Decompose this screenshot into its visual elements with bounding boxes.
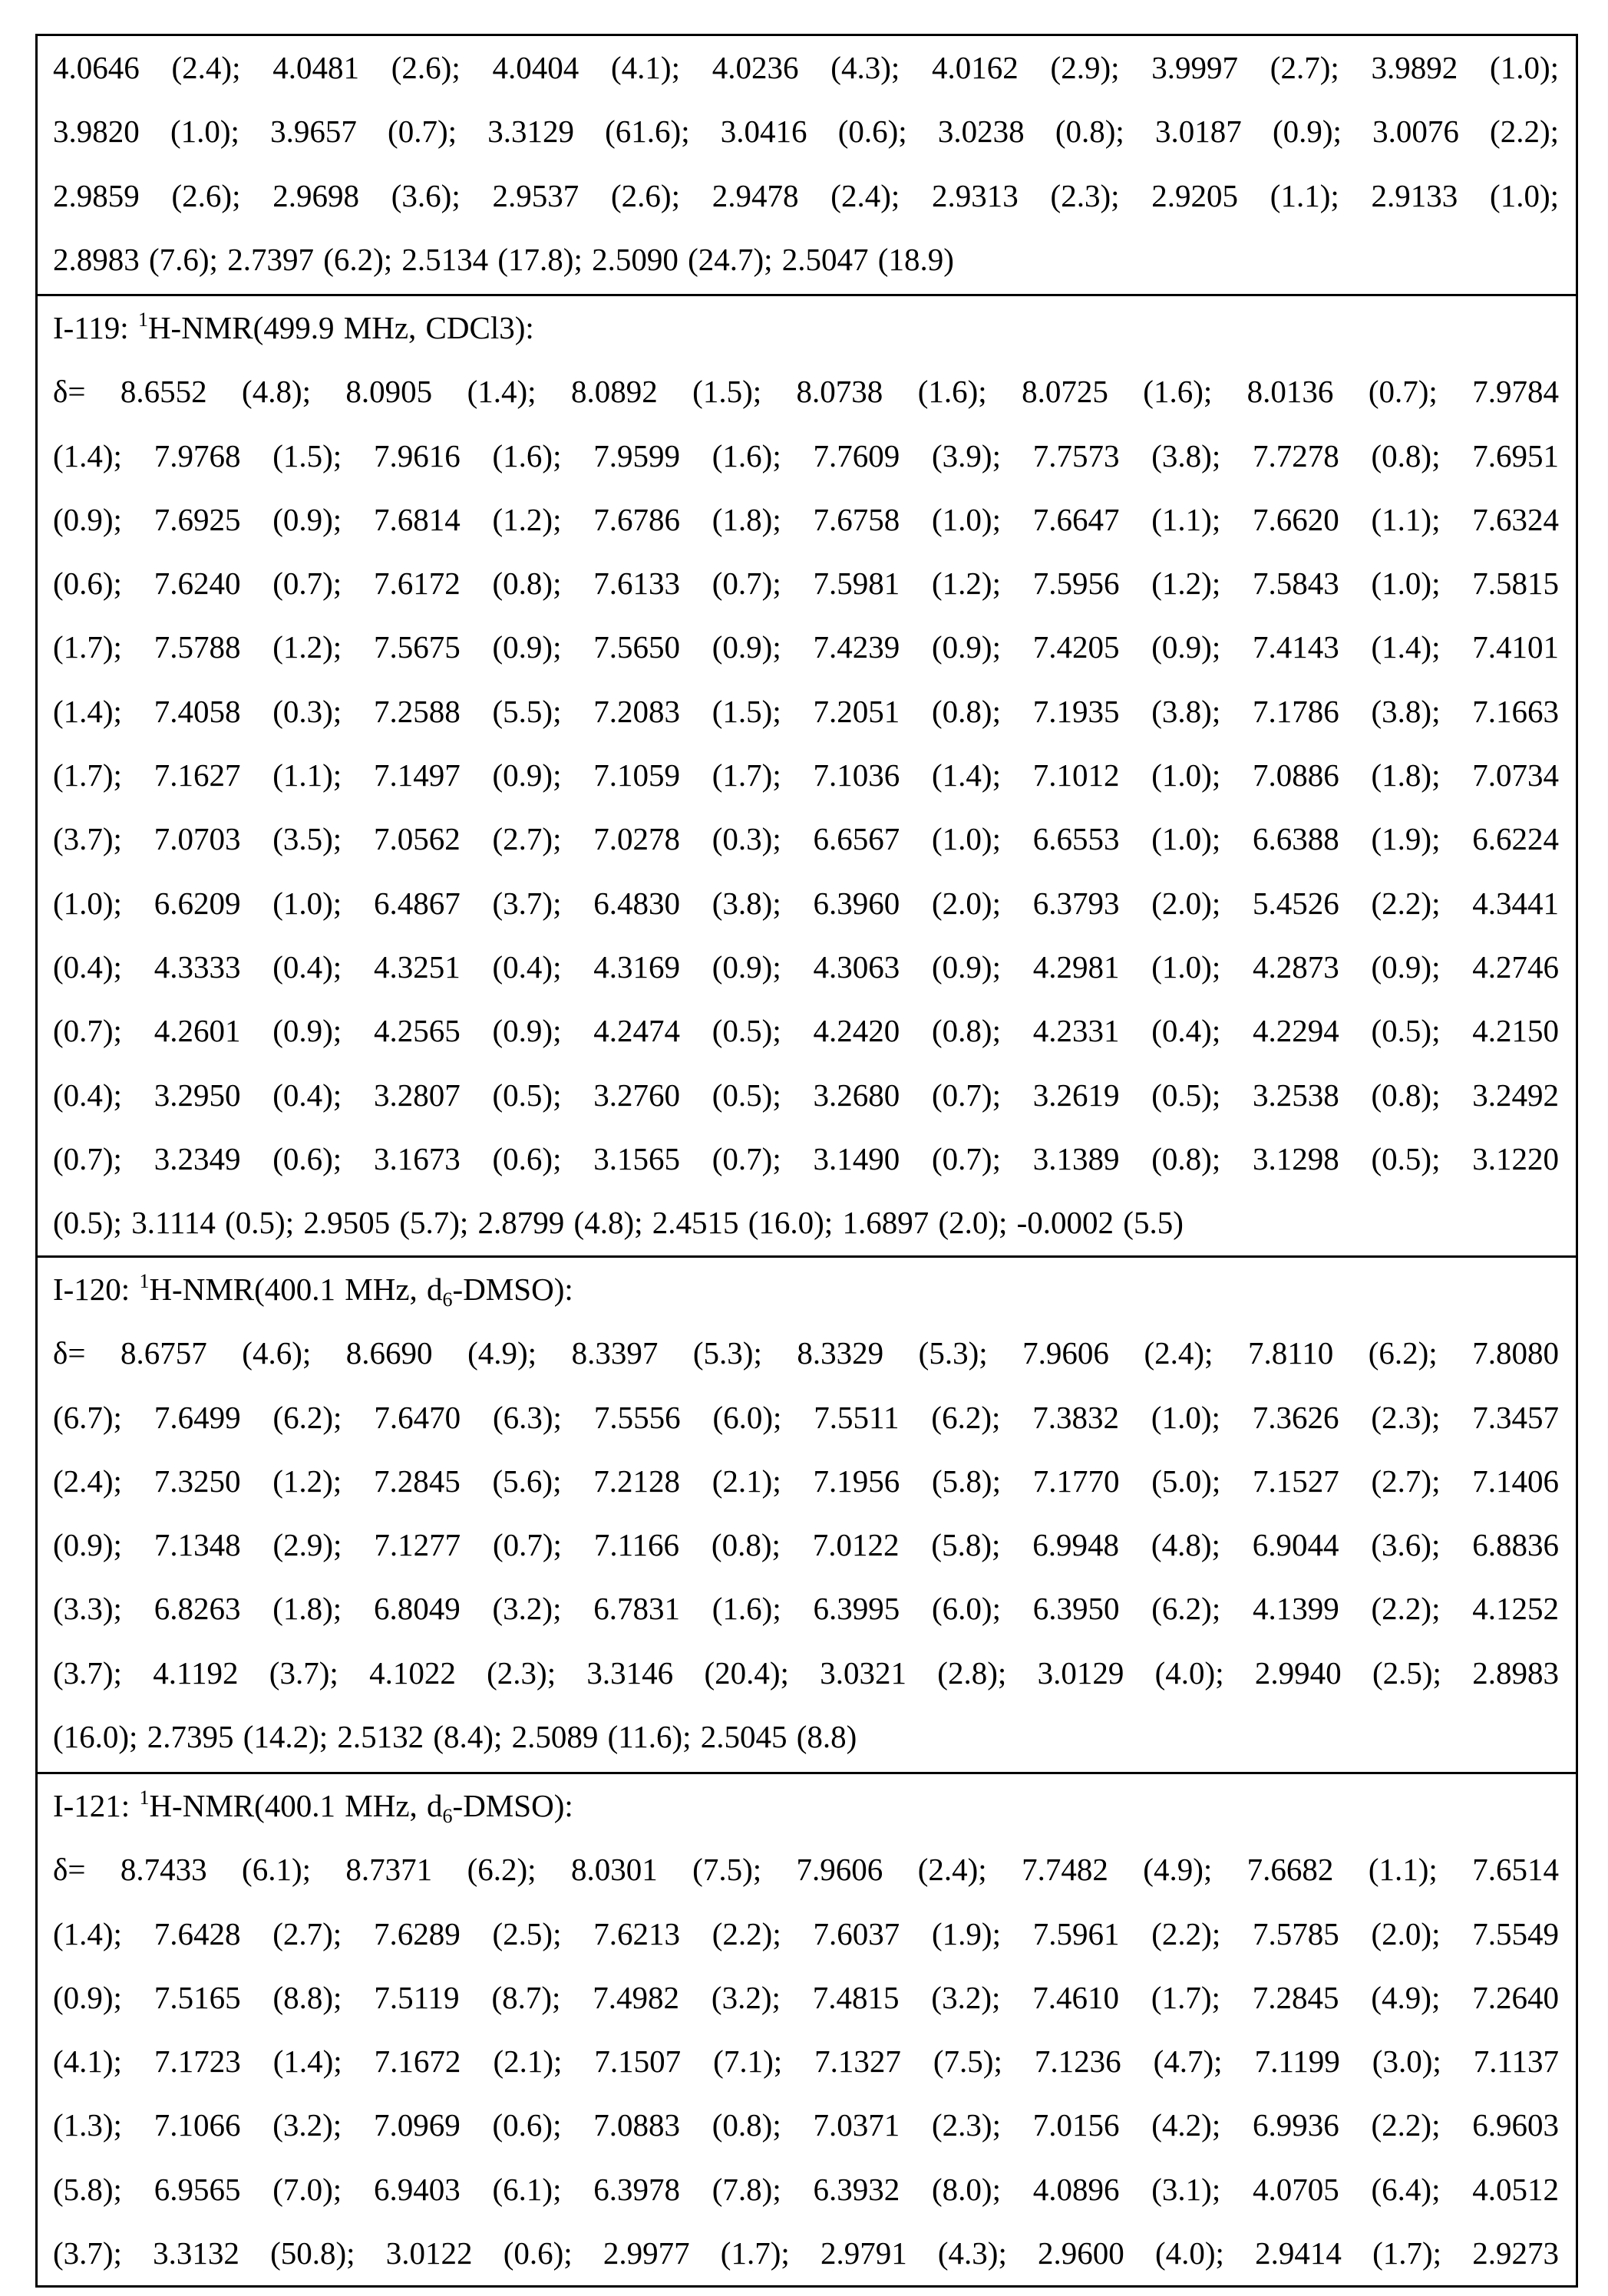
peak-list-line: (0.9); 7.5165 (8.8); 7.5119 (8.7); 7.4982 (3.2); 7.4815 (3.2); 7.4610 (1.7); 7.2845 (4.9); 7.2640 xyxy=(53,1979,1559,2015)
header-suffix: ): xyxy=(553,1272,573,1307)
nmr-method: H-NMR(400.1 MHz, xyxy=(149,1272,428,1307)
table-row-i-120 xyxy=(37,1257,1577,1773)
compound-id: I-119: xyxy=(53,310,138,345)
table-cell xyxy=(37,35,1577,295)
header-suffix: ): xyxy=(553,1788,573,1823)
compound-id: I-121: xyxy=(53,1788,140,1823)
peak-list-line: (1.4); 7.4058 (0.3); 7.2588 (5.5); 7.2083 (1.5); 7.2051 (0.8); 7.1935 (3.8); 7.1786 (3.8); 7.1663 xyxy=(53,693,1559,729)
header-suffix: ): xyxy=(514,310,534,345)
peak-list-line: (4.1); 7.1723 (1.4); 7.1672 (2.1); 7.1507 (7.1); 7.1327 (7.5); 7.1236 (4.7); 7.1199 (3.0); 7.1137 xyxy=(53,2044,1559,2080)
peak-list-line: (1.7); 7.1627 (1.1); 7.1497 (0.9); 7.1059 (1.7); 7.1036 (1.4); 7.1012 (1.0); 7.0886 (1.8); 7.0734 xyxy=(53,757,1559,793)
peak-list-line: (0.9); 7.1348 (2.9); 7.1277 (0.7); 7.1166 (0.8); 7.0122 (5.8); 6.9948 (4.8); 6.9044 (3.6); 6.8836 xyxy=(53,1527,1559,1563)
compound-id: I-120: xyxy=(53,1272,140,1307)
solvent-suffix: -DMSO xyxy=(452,1788,554,1823)
peak-list-line: 3.9820 (1.0); 3.9657 (0.7); 3.3129 (61.6); 3.0416 (0.6); 3.0238 (0.8); 3.0187 (0.9); 3.0076 (2.2); xyxy=(53,114,1559,150)
peak-list-line: (3.7); 4.1192 (3.7); 4.1022 (2.3); 3.3146 (20.4); 3.0321 (2.8); 3.0129 (4.0); 2.9940 (2.5); 2.8983 xyxy=(53,1654,1559,1691)
isotope-superscript: 1 xyxy=(137,308,148,331)
solvent-subscript: 6 xyxy=(442,1805,453,1827)
table-cell xyxy=(37,295,1577,1257)
peak-list-line: (1.4); 7.6428 (2.7); 7.6289 (2.5); 7.6213 (2.2); 7.6037 (1.9); 7.5961 (2.2); 7.5785 (2.0); 7.5549 xyxy=(53,1915,1559,1951)
solvent: d xyxy=(427,1788,443,1823)
isotope-superscript: 1 xyxy=(139,1270,150,1292)
table-cell xyxy=(37,1773,1577,2287)
nmr-method: H-NMR(400.1 MHz, xyxy=(149,1788,428,1823)
peak-list-line: 2.9859 (2.6); 2.9698 (3.6); 2.9537 (2.6); 2.9478 (2.4); 2.9313 (2.3); 2.9205 (1.1); 2.9133 (1.0); xyxy=(53,177,1559,213)
solvent: d xyxy=(427,1272,443,1307)
peak-list-line: (3.7); 7.0703 (3.5); 7.0562 (2.7); 7.0278 (0.3); 6.6567 (1.0); 6.6553 (1.0); 6.6388 (1.9); 6.6224 xyxy=(53,821,1559,857)
peak-list-line: (16.0); 2.7395 (14.2); 2.5132 (8.4); 2.5089 (11.6); 2.5045 (8.8) xyxy=(53,1719,857,1755)
solvent: CDCl3 xyxy=(425,310,515,345)
peak-list-line: (0.7); 3.2349 (0.6); 3.1673 (0.6); 3.1565 (0.7); 3.1490 (0.7); 3.1389 (0.8); 3.1298 (0.5); 3.1220 xyxy=(53,1140,1559,1176)
peak-list-line: (1.4); 7.9768 (1.5); 7.9616 (1.6); 7.9599 (1.6); 7.7609 (3.9); 7.7573 (3.8); 7.7278 (0.8); 7.6951 xyxy=(53,437,1559,473)
compound-header xyxy=(53,1774,1559,1838)
peak-list-line: (0.4); 4.3333 (0.4); 4.3251 (0.4); 4.3169 (0.9); 4.3063 (0.9); 4.2981 (1.0); 4.2873 (0.9); 4.2746 xyxy=(53,948,1559,985)
peak-list-line: (0.9); 7.6925 (0.9); 7.6814 (1.2); 7.6786 (1.8); 7.6758 (1.0); 7.6647 (1.1); 7.6620 (1.1); 7.6324 xyxy=(53,501,1559,537)
peak-list-line: δ= 8.6757 (4.6); 8.6690 (4.9); 8.3397 (5.3); 8.3329 (5.3); 7.9606 (2.4); 7.8110 (6.2); 7.8080 xyxy=(53,1335,1559,1371)
peak-list-line: (6.7); 7.6499 (6.2); 7.6470 (6.3); 7.5556 (6.0); 7.5511 (6.2); 7.3832 (1.0); 7.3626 (2.3); 7.3457 xyxy=(53,1399,1559,1435)
table-cell xyxy=(37,1257,1577,1773)
table-row-i-119 xyxy=(37,295,1577,1257)
solvent-suffix: -DMSO xyxy=(452,1272,554,1307)
peak-list-line: δ= 8.7433 (6.1); 8.7371 (6.2); 8.0301 (7.5); 7.9606 (2.4); 7.7482 (4.9); 7.6682 (1.1); 7.6514 xyxy=(53,1852,1559,1888)
table-row-i-121 xyxy=(37,1773,1577,2287)
solvent-subscript: 6 xyxy=(442,1288,453,1311)
table-row-continuation xyxy=(37,35,1577,295)
peak-list-line: 2.8983 (7.6); 2.7397 (6.2); 2.5134 (17.8); 2.5090 (24.7); 2.5047 (18.9) xyxy=(53,241,954,277)
peak-list-line: (1.3); 7.1066 (3.2); 7.0969 (0.6); 7.0883 (0.8); 7.0371 (2.3); 7.0156 (4.2); 6.9936 (2.2); 6.9603 xyxy=(53,2107,1559,2143)
peak-list-line: (1.7); 7.5788 (1.2); 7.5675 (0.9); 7.5650 (0.9); 7.4239 (0.9); 7.4205 (0.9); 7.4143 (1.4); 7.4101 xyxy=(53,629,1559,665)
peak-list-line: (5.8); 6.9565 (7.0); 6.9403 (6.1); 6.3978 (7.8); 6.3932 (8.0); 4.0896 (3.1); 4.0705 (6.4); 4.0512 xyxy=(53,2171,1559,2207)
peak-list-line: (1.0); 6.6209 (1.0); 6.4867 (3.7); 6.4830 (3.8); 6.3960 (2.0); 6.3793 (2.0); 5.4526 (2.2); 4.3441 xyxy=(53,885,1559,921)
peak-list-line: (0.6); 7.6240 (0.7); 7.6172 (0.8); 7.6133 (0.7); 7.5981 (1.2); 7.5956 (1.2); 7.5843 (1.0); 7.5815 xyxy=(53,566,1559,602)
nmr-method: H-NMR(499.9 MHz, xyxy=(147,310,426,345)
peak-list-line: (0.4); 3.2950 (0.4); 3.2807 (0.5); 3.2760 (0.5); 3.2680 (0.7); 3.2619 (0.5); 3.2538 (0.8); 3.2492 xyxy=(53,1077,1559,1113)
peak-list-line: 4.0646 (2.4); 4.0481 (2.6); 4.0404 (4.1); 4.0236 (4.3); 4.0162 (2.9); 3.9997 (2.7); 3.9892 (1.0); xyxy=(53,50,1559,85)
peak-list-line: (0.7); 4.2601 (0.9); 4.2565 (0.9); 4.2474 (0.5); 4.2420 (0.8); 4.2331 (0.4); 4.2294 (0.5); 4.2150 xyxy=(53,1013,1559,1049)
peak-list-line: (3.3); 6.8263 (1.8); 6.8049 (3.2); 6.7831 (1.6); 6.3995 (6.0); 6.3950 (6.2); 4.1399 (2.2); 4.1252 xyxy=(53,1591,1559,1627)
peak-list-line: (3.7); 3.3132 (50.8); 3.0122 (0.6); 2.9977 (1.7); 2.9791 (4.3); 2.9600 (4.0); 2.9414 (1.7); 2.9273 xyxy=(53,2235,1559,2271)
peak-list-line: (0.5); 3.1114 (0.5); 2.9505 (5.7); 2.8799 (4.8); 2.4515 (16.0); 1.6897 (2.0); -0.0002 (5.5) xyxy=(53,1205,1184,1241)
peak-list-line: (2.4); 7.3250 (1.2); 7.2845 (5.6); 7.2128 (2.1); 7.1956 (5.8); 7.1770 (5.0); 7.1527 (2.7); 7.1406 xyxy=(53,1463,1559,1499)
peak-list-line: δ= 8.6552 (4.8); 8.0905 (1.4); 8.0892 (1.5); 8.0738 (1.6); 8.0725 (1.6); 8.0136 (0.7); 7.9784 xyxy=(53,374,1559,410)
isotope-superscript: 1 xyxy=(139,1786,150,1809)
compound-header xyxy=(53,1258,1559,1321)
compound-header xyxy=(53,296,1559,360)
nmr-data-table xyxy=(35,34,1578,2288)
